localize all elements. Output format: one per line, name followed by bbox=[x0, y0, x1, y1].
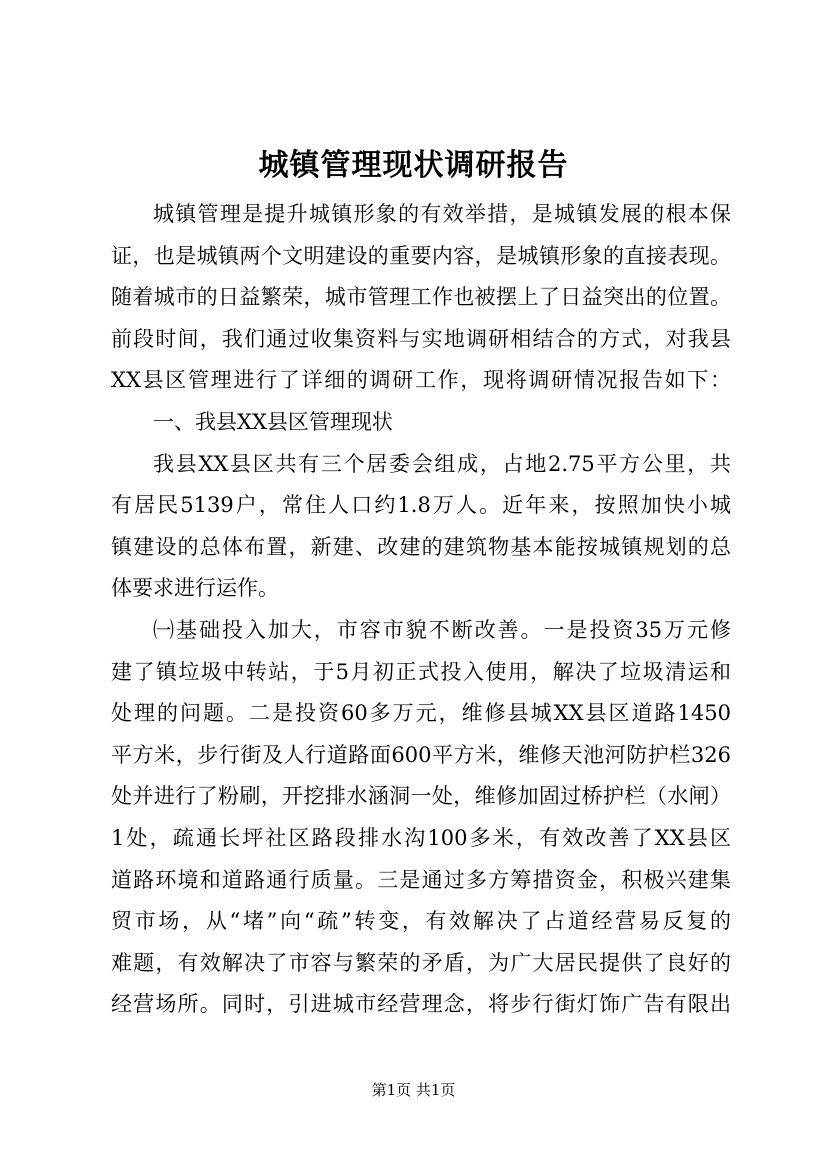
text-line: ㈠基础投入加大，市容市貌不断改善。一是投资35万元修 bbox=[153, 617, 731, 642]
text-line: 随着城市的日益繁荣，城市管理工作也被摆上了日益突出的位置。 bbox=[111, 285, 731, 310]
page-footer: 第1页 共1页 bbox=[371, 1081, 456, 1099]
document-body bbox=[111, 194, 731, 1026]
text-line: 经营场所。同时，引进城市经营理念，将步行街灯饰广告有限出 bbox=[111, 992, 731, 1017]
text-line: 我县XX县区共有三个居委会组成，占地2.75平方公里，共 bbox=[153, 451, 731, 476]
text-line: 一、我县XX县区管理现状 bbox=[153, 409, 393, 434]
text-line: 证，也是城镇两个文明建设的重要内容，是城镇形象的直接表现。 bbox=[111, 243, 731, 268]
text-line: XX县区管理进行了详细的调研工作，现将调研情况报告如下： bbox=[111, 368, 731, 393]
text-line: 镇建设的总体布置，新建、改建的建筑物基本能按城镇规划的总 bbox=[111, 534, 731, 559]
text-line: 建了镇垃圾中转站，于5月初正式投入使用，解决了垃圾清运和 bbox=[111, 659, 731, 684]
text-line: 处理的问题。二是投资60多万元，维修县城XX县区道路1450 bbox=[111, 701, 731, 726]
document-title: 城镇管理现状调研报告 bbox=[258, 148, 569, 183]
text-line: 体要求进行运作。 bbox=[111, 576, 279, 601]
text-line: 城镇管理是提升城镇形象的有效举措，是城镇发展的根本保 bbox=[153, 202, 731, 226]
text-line: 贸市场，从“堵”向“疏”转变，有效解决了占道经营易反复的 bbox=[111, 909, 731, 934]
text-line: 平方米，步行街及人行道路面600平方米，维修天池河防护栏326 bbox=[111, 742, 731, 767]
text-line: 处并进行了粉刷，开挖排水涵洞一处，维修加固过桥护栏（水闸） bbox=[111, 784, 731, 809]
text-line: 道路环境和道路通行质量。三是通过多方筹措资金，积极兴建集 bbox=[111, 867, 731, 892]
text-line: 1处，疏通长坪社区路段排水沟100多米，有效改善了XX县区 bbox=[111, 825, 731, 850]
text-line: 有居民5139户，常住人口约1.8万人。近年来，按照加快小城 bbox=[111, 493, 731, 518]
text-line: 前段时间，我们通过收集资料与实地调研相结合的方式，对我县 bbox=[111, 326, 731, 351]
text-line: 难题，有效解决了市容与繁荣的矛盾，为广大居民提供了良好的 bbox=[111, 950, 731, 975]
